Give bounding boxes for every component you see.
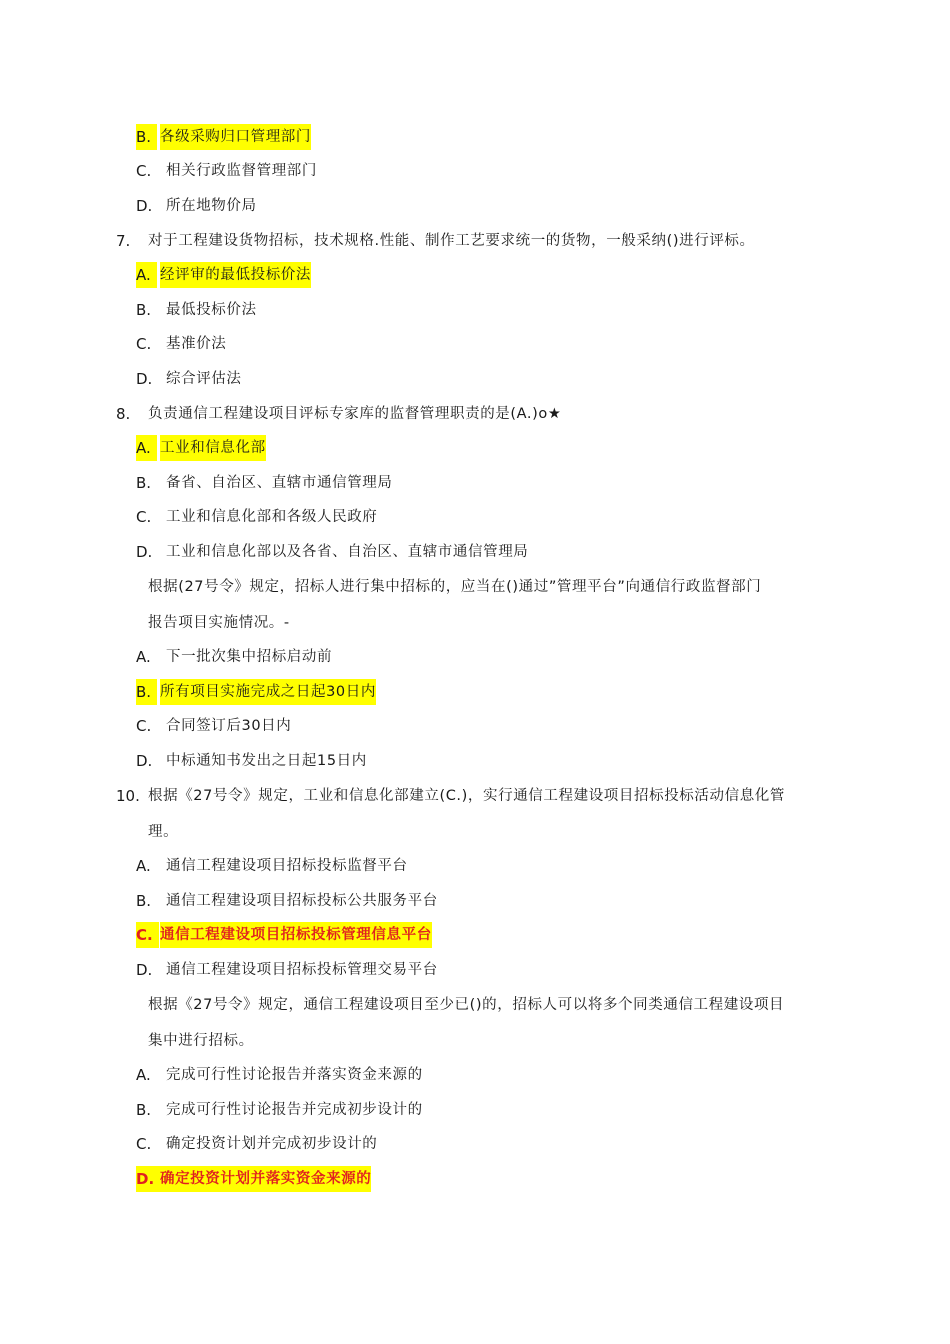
answer-option [0,748,950,774]
option-text: 合同签订后30日内 [166,718,292,734]
question-line [0,574,950,600]
question-line [0,401,950,427]
question-text-continued: 理。 [148,824,179,840]
option-text: 各级采购归口管理部门 [160,124,311,150]
question-continuation [0,1028,950,1054]
option-text: 中标通知书发出之日起15日内 [166,753,367,769]
option-text: 通信工程建设项目招标投标监督平台 [166,858,408,874]
answer-option [0,539,950,565]
option-letter: D. [136,197,153,215]
answer-option [0,713,950,739]
option-letter: C. [136,1135,152,1153]
option-letter: C. [136,508,152,526]
answer-option [0,644,950,670]
question-line [0,228,950,254]
answer-option [0,1097,950,1123]
option-text: 基准价法 [166,336,227,352]
question-line [0,783,950,809]
question-text: 负责通信工程建设项目评标专家库的监督管理职责的是(A.)o★ [148,406,562,422]
question-text: 对于工程建设货物招标，技术规格.性能、制作工艺要求统一的货物，一般采纳()进行评标。 [148,233,755,249]
option-letter: A. [136,435,157,461]
option-text: 综合评估法 [166,371,242,387]
answer-option [0,435,950,461]
option-letter: C. [136,922,159,948]
answer-option [0,193,950,219]
option-text: 通信工程建设项目招标投标管理信息平台 [160,922,432,948]
answer-option [0,922,950,948]
question-number: 10. [116,787,140,805]
question-text-continued: 集中进行招标。 [148,1033,254,1049]
option-letter: B. [136,679,157,705]
question-number: 7. [116,232,131,250]
question-continuation [0,610,950,636]
option-letter: D. [136,961,153,979]
option-text: 工业和信息化部 [160,435,266,461]
option-text: 完成可行性讨论报告并完成初步设计的 [166,1102,423,1118]
answer-option [0,853,950,879]
answer-option [0,679,950,705]
answer-option [0,1131,950,1157]
option-letter: A. [136,262,157,288]
option-text: 工业和信息化部以及各省、自治区、直辖市通信管理局 [166,544,529,560]
option-letter: A. [136,648,151,666]
question-continuation [0,819,950,845]
option-letter: B. [136,1101,152,1119]
answer-option [0,504,950,530]
option-text: 所有项目实施完成之日起30日内 [160,679,376,705]
option-text: 最低投标价法 [166,302,257,318]
option-text: 确定投资计划并完成初步设计的 [166,1136,378,1152]
question-text: 根据《27号令》规定，通信工程建设项目至少已()的，招标人可以将多个同类通信工程建设项目 [148,997,785,1013]
option-letter: D. [136,543,153,561]
answer-option [0,124,950,150]
option-text: 工业和信息化部和各级人民政府 [166,509,378,525]
answer-option [0,331,950,357]
answer-option [0,957,950,983]
answer-option [0,366,950,392]
answer-option [0,1166,950,1192]
option-text: 经评审的最低投标价法 [160,262,311,288]
option-letter: B. [136,301,152,319]
option-letter: C. [136,162,152,180]
question-line [0,992,950,1018]
question-text: 根据《27号令》规定，工业和信息化部建立(C.)，实行通信工程建设项目招标投标活动信息化管 [148,788,785,804]
question-number: 8. [116,405,131,423]
option-letter: C. [136,335,152,353]
option-text: 备省、自治区、直辖市通信管理局 [166,475,393,491]
option-letter: B. [136,474,152,492]
option-letter: B. [136,124,157,150]
option-letter: C. [136,717,152,735]
option-text: 通信工程建设项目招标投标公共服务平台 [166,893,438,909]
answer-option [0,297,950,323]
option-letter: D. [136,1166,160,1192]
option-letter: A. [136,857,151,875]
option-text: 完成可行性讨论报告并落实资金来源的 [166,1067,423,1083]
option-letter: D. [136,370,153,388]
option-text: 所在地物价局 [166,198,257,214]
option-text: 下一批次集中招标启动前 [166,649,333,665]
answer-option [0,888,950,914]
answer-option [0,470,950,496]
answer-option [0,158,950,184]
answer-option [0,262,950,288]
question-text: 根据(27号令》规定，招标人进行集中招标的，应当在()通过”管理平台”向通信行政监督部门 [148,579,762,595]
answer-option [0,1062,950,1088]
option-text: 相关行政监督管理部门 [166,163,317,179]
option-text: 确定投资计划并落实资金来源的 [160,1166,371,1192]
option-letter: A. [136,1066,151,1084]
option-letter: D. [136,752,153,770]
option-text: 通信工程建设项目招标投标管理交易平台 [166,962,438,978]
option-letter: B. [136,892,152,910]
question-text-continued: 报告项目实施情况。- [148,615,290,631]
